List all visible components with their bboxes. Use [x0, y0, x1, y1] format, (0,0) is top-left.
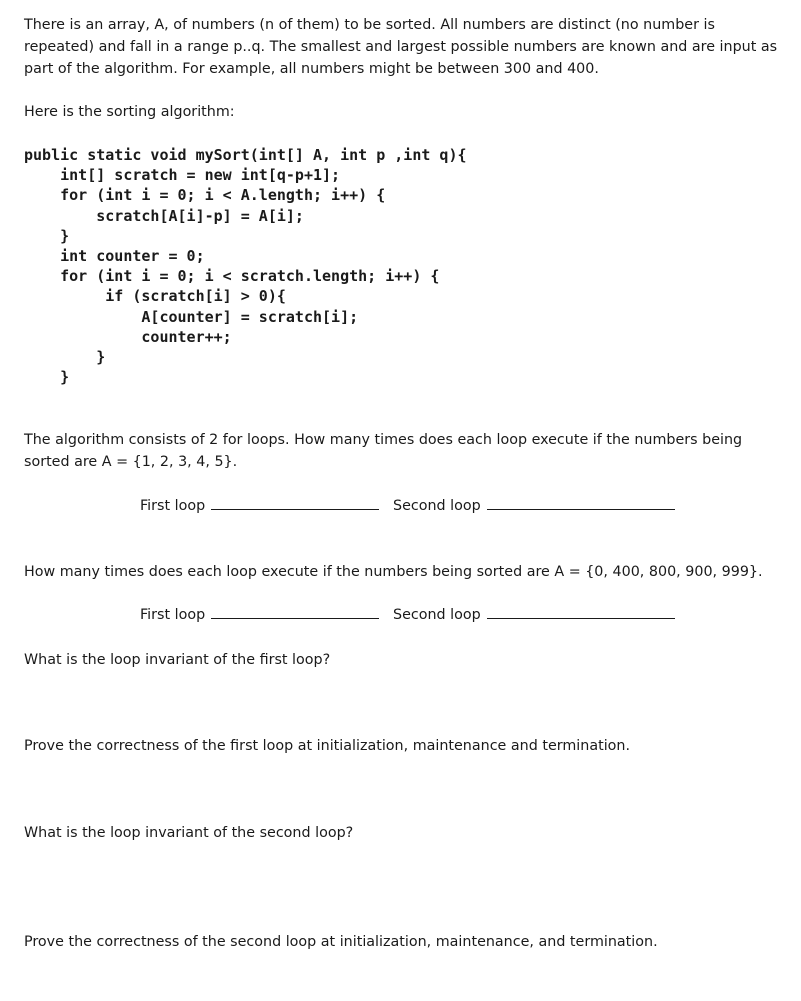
question-3: What is the loop invariant of the first loop?: [24, 652, 331, 668]
code-line: int counter = 0;: [24, 246, 205, 265]
code-line: counter++;: [24, 327, 232, 346]
code-line: }: [24, 226, 70, 245]
question-5: What is the loop invariant of the second loop?: [24, 825, 354, 841]
code-block: [24, 145, 467, 387]
code-line: int[] scratch = new int[q-p+1];: [24, 166, 341, 185]
first-loop-answer-blank[interactable]: [211, 604, 379, 619]
question-6: Prove the correctness of the second loop at initialization, maintenance, and termination.: [24, 934, 658, 950]
intro-line-1: There is an array, A, of numbers (n of them) to be sorted. All numbers are distinct (no number is: [24, 17, 715, 33]
code-line: scratch[A[i]-p] = A[i];: [24, 206, 304, 225]
first-loop-label: First loop: [140, 607, 206, 623]
question-1-answer-row: [140, 495, 379, 517]
question-4: Prove the correctness of the first loop at initialization, maintenance and termination.: [24, 738, 631, 754]
first-loop-answer-blank[interactable]: [211, 495, 379, 510]
question-1-answer-row-2: [393, 495, 675, 517]
code-line: }: [24, 368, 70, 387]
code-line: for (int i = 0; i < A.length; i++) {: [24, 186, 386, 205]
code-line: public static void mySort(int[] A, int p ,int q){: [24, 146, 467, 164]
question-1-line-1: The algorithm consists of 2 for loops. How many times does each loop execute if the numbers being: [24, 432, 743, 448]
intro-line-2: repeated) and fall in a range p..q. The smallest and largest possible numbers are known and are input as: [24, 39, 778, 55]
code-line: A[counter] = scratch[i];: [24, 307, 359, 326]
question-2-answer-row: [140, 604, 379, 626]
intro-line-3: part of the algorithm. For example, all numbers might be between 300 and 400.: [24, 61, 599, 77]
code-line: }: [24, 347, 106, 366]
second-loop-answer-blank[interactable]: [487, 495, 675, 510]
question-2-text: How many times does each loop execute if the numbers being sorted are A = {0, 400, 800, 900, 999}.: [24, 564, 763, 580]
question-1-line-2: sorted are A = {1, 2, 3, 4, 5}.: [24, 454, 238, 470]
code-line: for (int i = 0; i < scratch.length; i++) {: [24, 267, 440, 286]
first-loop-label: First loop: [140, 498, 206, 514]
second-loop-label: Second loop: [393, 607, 481, 623]
code-line: if (scratch[i] > 0){: [24, 287, 286, 306]
question-2-answer-row-2: [393, 604, 675, 626]
second-loop-answer-blank[interactable]: [487, 604, 675, 619]
second-loop-label: Second loop: [393, 498, 481, 514]
algorithm-heading: Here is the sorting algorithm:: [24, 104, 235, 120]
